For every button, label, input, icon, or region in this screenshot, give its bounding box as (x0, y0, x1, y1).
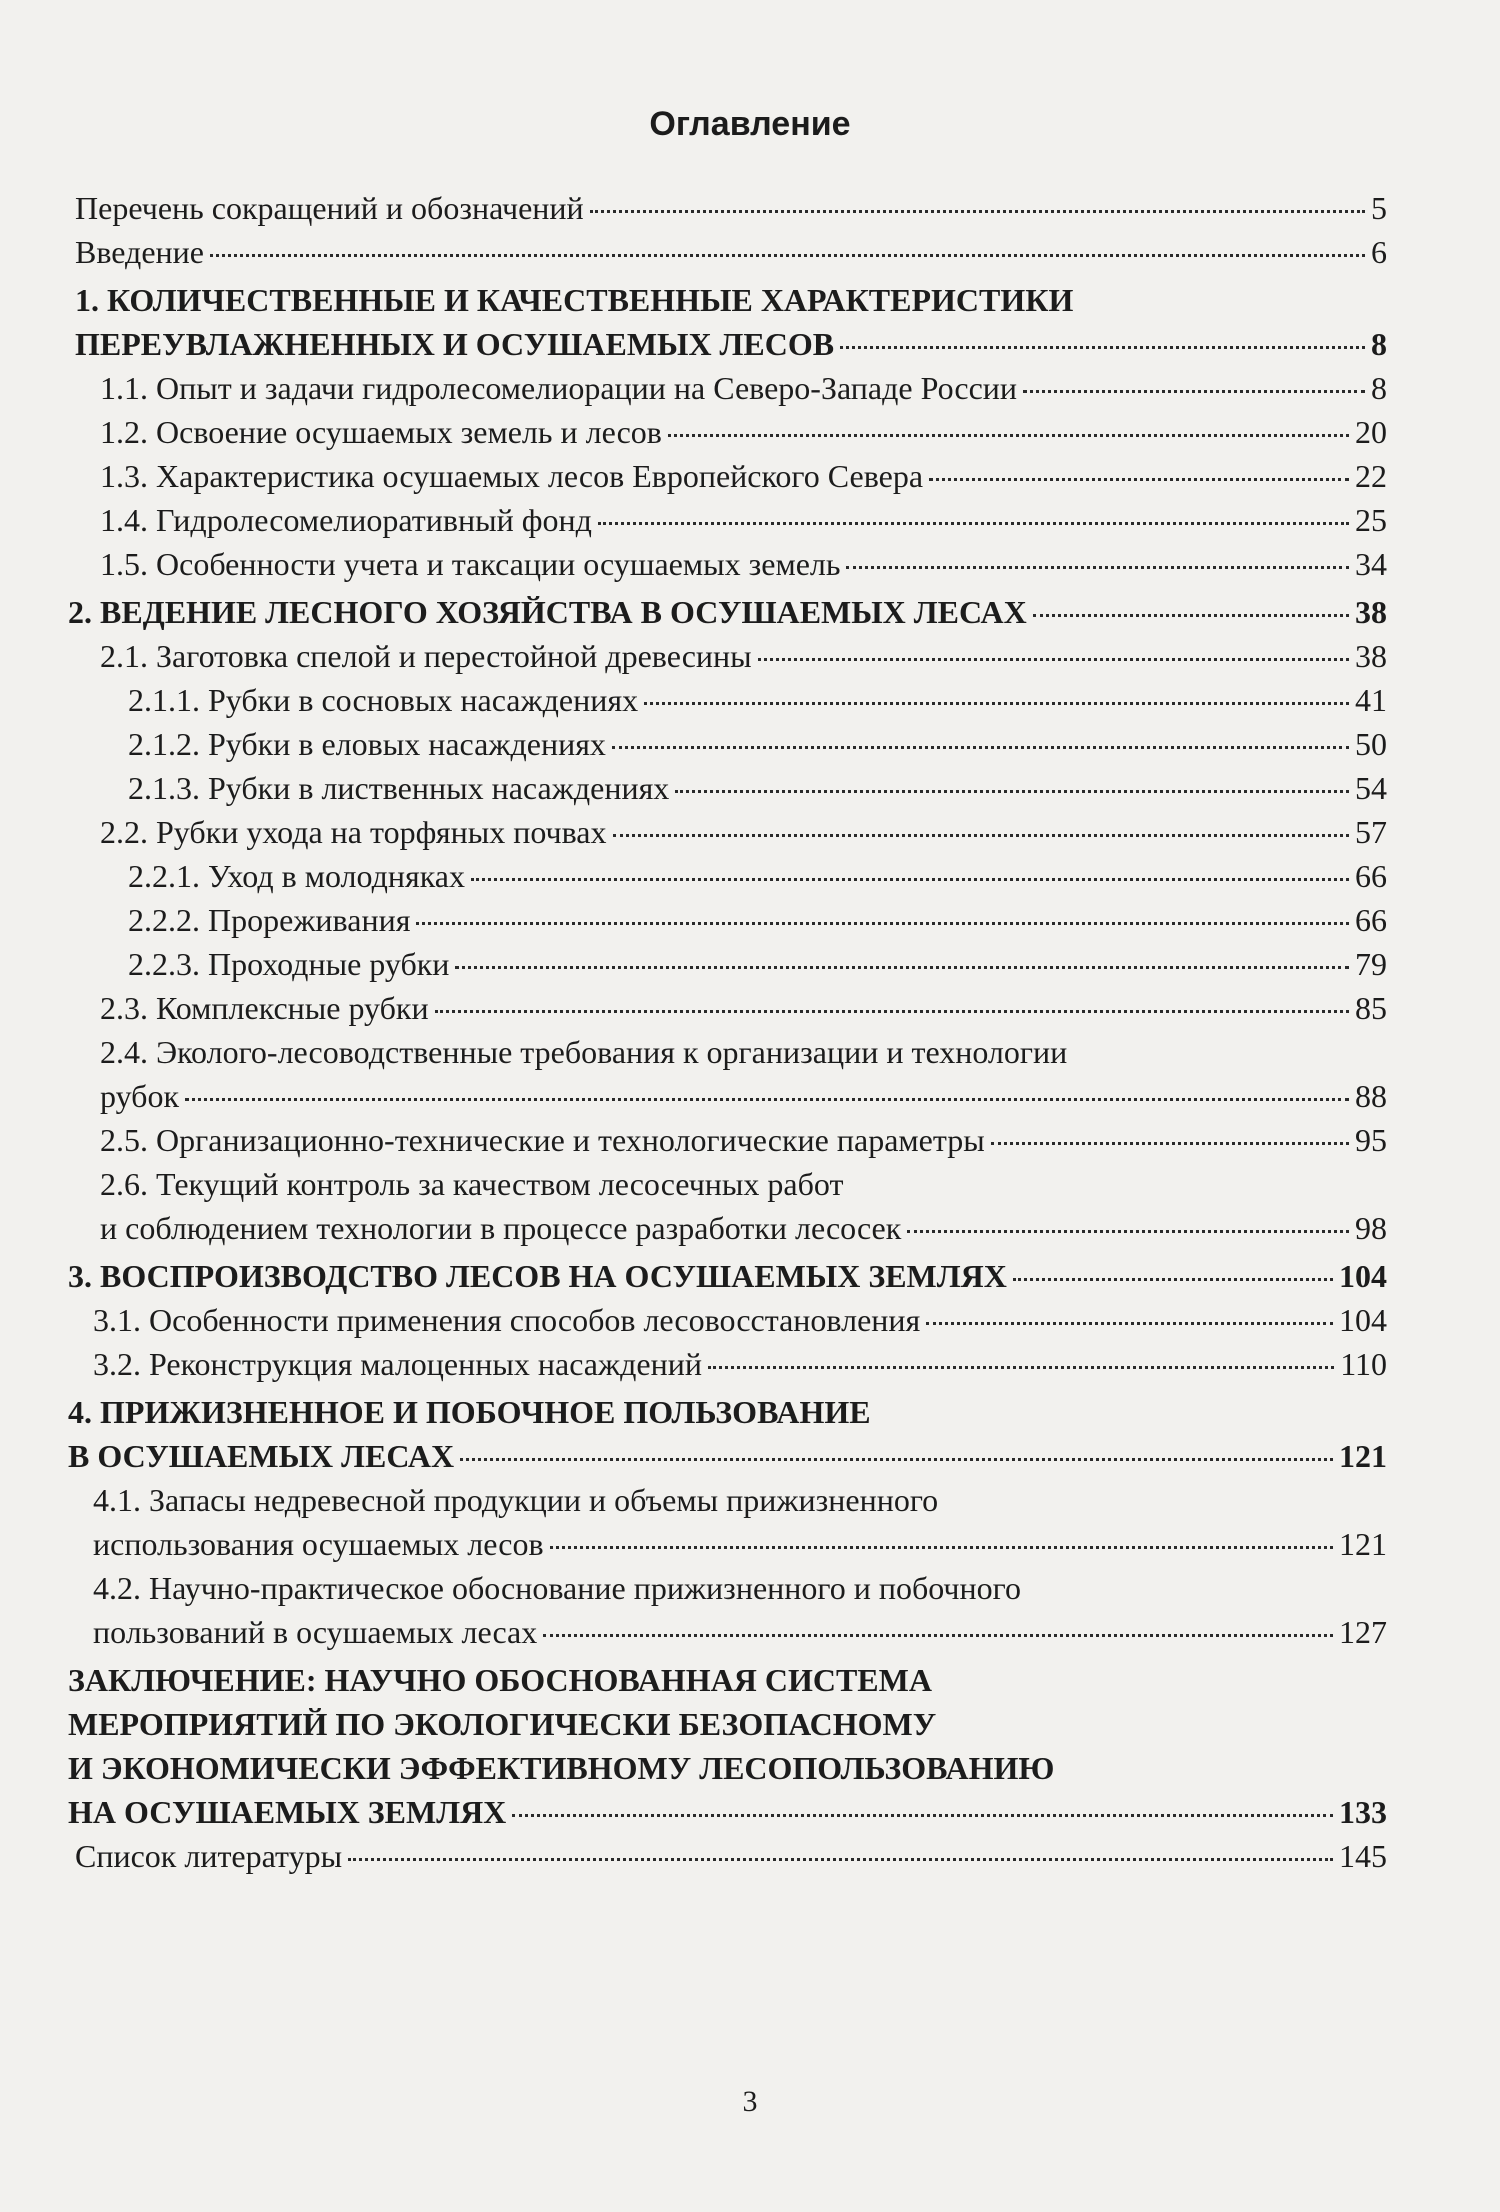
toc-entry-text: рубок (100, 1078, 179, 1114)
toc-entry-text: 2.1.2. Рубки в еловых насаждениях (128, 726, 606, 762)
toc-entry (0, 1478, 1500, 1566)
toc-entry-text: 2.2. Рубки ухода на торфяных почвах (100, 814, 607, 850)
toc-page-number: 57 (1355, 814, 1387, 850)
toc-page-number: 127 (1339, 1614, 1387, 1650)
toc-page-number: 34 (1355, 546, 1387, 582)
toc-entry (0, 230, 1500, 274)
toc-entry (0, 1030, 1500, 1118)
toc-chapter-entry (0, 1390, 1500, 1478)
toc-page-number: 104 (1339, 1258, 1387, 1294)
toc-entry-text: 2.1.1. Рубки в сосновых насаждениях (128, 682, 639, 718)
toc-entry-line (0, 1434, 1500, 1478)
toc-entry-text: И ЭКОНОМИЧЕСКИ ЭФФЕКТИВНОМУ ЛЕСОПОЛЬЗОВАНИЮ (68, 1750, 1055, 1786)
toc-entry (0, 366, 1500, 410)
dot-leader (991, 1142, 1349, 1145)
dot-leader (460, 1458, 1333, 1461)
toc-page-number: 104 (1339, 1302, 1387, 1338)
toc-page-number: 121 (1339, 1438, 1387, 1474)
dot-leader (758, 658, 1349, 661)
dot-leader (455, 966, 1349, 969)
toc-page-number: 5 (1371, 190, 1387, 226)
toc-entry-line (0, 678, 1500, 722)
toc-entry (0, 1834, 1500, 1878)
toc-page-number: 66 (1355, 902, 1387, 938)
toc-entry-text: 2.2.1. Уход в молодняках (128, 858, 465, 894)
toc-entry-line (0, 278, 1500, 322)
toc-entry-line (0, 1118, 1500, 1162)
toc-entry (0, 542, 1500, 586)
toc-entry-text: пользований в осушаемых лесах (93, 1614, 538, 1650)
toc-entry-line (0, 942, 1500, 986)
toc-entry-line (0, 1610, 1500, 1654)
toc-entry (0, 186, 1500, 230)
toc-entry-text: 1.5. Особенности учета и таксации осушаемых земель (100, 546, 841, 582)
dot-leader (550, 1546, 1333, 1549)
dot-leader (416, 922, 1349, 925)
dot-leader (1013, 1278, 1333, 1281)
toc-page-number: 110 (1340, 1346, 1387, 1382)
toc-page-number: 50 (1355, 726, 1387, 762)
dot-leader (543, 1634, 1333, 1637)
toc-entry (0, 722, 1500, 766)
toc-entry-text: 2.4. Эколого-лесоводственные требования к организации и технологии (100, 1034, 1068, 1070)
toc-page-number: 8 (1371, 326, 1387, 362)
toc-entry (0, 766, 1500, 810)
table-of-contents (0, 186, 1500, 1878)
toc-entry-text: 4.1. Запасы недревесной продукции и объемы прижизненного (93, 1482, 939, 1518)
toc-entry-line (0, 1658, 1500, 1702)
dot-leader (435, 1010, 1349, 1013)
toc-entry-line (0, 230, 1500, 274)
toc-entry-text: 2.2.3. Проходные рубки (128, 946, 450, 982)
toc-entry-line (0, 1702, 1500, 1746)
toc-entry-line (0, 1834, 1500, 1878)
toc-entry-line (0, 1074, 1500, 1118)
toc-entry (0, 1118, 1500, 1162)
toc-entry-line (0, 366, 1500, 410)
toc-entry-text: 2.5. Организационно-технические и технологические параметры (100, 1122, 985, 1158)
dot-leader (590, 210, 1365, 213)
toc-entry-line (0, 722, 1500, 766)
toc-entry-line (0, 1390, 1500, 1434)
page-number: 3 (742, 2085, 758, 2118)
toc-entry-line (0, 1162, 1500, 1206)
toc-entry-text: 3.1. Особенности применения способов лесовосстановления (93, 1302, 921, 1338)
toc-entry-text: 2.2.2. Прореживания (128, 902, 411, 938)
toc-entry-text: 1.2. Освоение осушаемых земель и лесов (100, 414, 662, 450)
toc-entry-text: В ОСУШАЕМЫХ ЛЕСАХ (68, 1438, 455, 1474)
toc-chapter-entry (0, 278, 1500, 366)
toc-page-number: 41 (1355, 682, 1387, 718)
toc-entry (0, 1342, 1500, 1386)
toc-page-number: 95 (1355, 1122, 1387, 1158)
toc-entry (0, 410, 1500, 454)
dot-leader (644, 702, 1349, 705)
toc-entry-text: 2.6. Текущий контроль за качеством лесосечных работ (100, 1166, 844, 1202)
dot-leader (512, 1814, 1333, 1817)
toc-entry-text: 2. ВЕДЕНИЕ ЛЕСНОГО ХОЗЯЙСТВА В ОСУШАЕМЫХ ЛЕСАХ (68, 594, 1027, 630)
dot-leader (675, 790, 1349, 793)
dot-leader (907, 1230, 1349, 1233)
toc-entry (0, 678, 1500, 722)
dot-leader (210, 254, 1365, 257)
toc-entry-line (0, 1030, 1500, 1074)
toc-entry-text: 3.2. Реконструкция малоценных насаждений (93, 1346, 702, 1382)
dot-leader (668, 434, 1349, 437)
toc-entry (0, 634, 1500, 678)
dot-leader (846, 566, 1349, 569)
toc-entry-text: 1. КОЛИЧЕСТВЕННЫЕ И КАЧЕСТВЕННЫЕ ХАРАКТЕРИСТИКИ (75, 282, 1074, 318)
toc-page-number: 8 (1371, 370, 1387, 406)
toc-entry-text: 2.1. Заготовка спелой и перестойной древесины (100, 638, 752, 674)
toc-chapter-entry (0, 1658, 1500, 1834)
dot-leader (708, 1366, 1334, 1369)
toc-entry (0, 1298, 1500, 1342)
toc-entry-text: использования осушаемых лесов (93, 1526, 544, 1562)
dot-leader (612, 746, 1349, 749)
toc-page-number: 88 (1355, 1078, 1387, 1114)
toc-page-number: 38 (1355, 594, 1387, 630)
toc-entry-text: 2.1.3. Рубки в лиственных насаждениях (128, 770, 670, 806)
dot-leader (840, 346, 1365, 349)
toc-entry-line (0, 1478, 1500, 1522)
toc-entry-line (0, 1298, 1500, 1342)
toc-entry-line (0, 1566, 1500, 1610)
toc-entry-line (0, 498, 1500, 542)
toc-entry-text: НА ОСУШАЕМЫХ ЗЕМЛЯХ (68, 1794, 507, 1830)
toc-page-number: 38 (1355, 638, 1387, 674)
toc-entry-line (0, 986, 1500, 1030)
toc-entry (0, 898, 1500, 942)
toc-page-number: 22 (1355, 458, 1387, 494)
toc-entry-line (0, 1342, 1500, 1386)
toc-entry-text: 1.1. Опыт и задачи гидролесомелиорации на Северо-Западе России (100, 370, 1018, 406)
toc-entry-line (0, 898, 1500, 942)
toc-entry-text: 1.4. Гидролесомелиоративный фонд (100, 502, 592, 538)
toc-entry-text: Список литературы (75, 1838, 343, 1874)
toc-entry (0, 810, 1500, 854)
toc-entry-line (0, 1206, 1500, 1250)
toc-entry-text: 4. ПРИЖИЗНЕННОЕ И ПОБОЧНОЕ ПОЛЬЗОВАНИЕ (68, 1394, 871, 1430)
toc-entry-line (0, 1746, 1500, 1790)
toc-page-number: 145 (1339, 1838, 1387, 1874)
toc-page-number: 121 (1339, 1526, 1387, 1562)
toc-entry-line (0, 1790, 1500, 1834)
toc-page-number: 6 (1371, 234, 1387, 270)
toc-entry-text: 3. ВОСПРОИЗВОДСТВО ЛЕСОВ НА ОСУШАЕМЫХ ЗЕМЛЯХ (68, 1258, 1007, 1294)
toc-entry-line (0, 322, 1500, 366)
toc-entry-text: 1.3. Характеристика осушаемых лесов Европейского Севера (100, 458, 924, 494)
dot-leader (613, 834, 1350, 837)
toc-entry-line (0, 810, 1500, 854)
toc-entry-text: 2.3. Комплексные рубки (100, 990, 429, 1026)
toc-page-number: 79 (1355, 946, 1387, 982)
dot-leader (926, 1322, 1333, 1325)
toc-entry-line (0, 854, 1500, 898)
dot-leader (348, 1858, 1333, 1861)
toc-page-number: 20 (1355, 414, 1387, 450)
toc-entry-text: ЗАКЛЮЧЕНИЕ: НАУЧНО ОБОСНОВАННАЯ СИСТЕМА (68, 1662, 932, 1698)
toc-chapter-entry (0, 590, 1500, 634)
toc-entry (0, 498, 1500, 542)
toc-entry-text: и соблюдением технологии в процессе разработки лесосек (100, 1210, 902, 1246)
toc-entry-line (0, 1522, 1500, 1566)
toc-entry-text: ПЕРЕУВЛАЖНЕННЫХ И ОСУШАЕМЫХ ЛЕСОВ (75, 326, 835, 362)
toc-page-number: 54 (1355, 770, 1387, 806)
dot-leader (598, 522, 1349, 525)
dot-leader (1023, 390, 1365, 393)
toc-entry-line (0, 1254, 1500, 1298)
dot-leader (471, 878, 1349, 881)
toc-page-number: 25 (1355, 502, 1387, 538)
toc-entry-line (0, 186, 1500, 230)
toc-entry-text: Перечень сокращений и обозначений (75, 190, 584, 226)
toc-entry-line (0, 454, 1500, 498)
toc-entry (0, 1566, 1500, 1654)
toc-page-number: 85 (1355, 990, 1387, 1026)
toc-entry (0, 942, 1500, 986)
toc-entry-text: Введение (75, 234, 204, 270)
toc-entry (0, 1162, 1500, 1250)
toc-entry-line (0, 766, 1500, 810)
toc-page-number: 98 (1355, 1210, 1387, 1246)
toc-page-number: 133 (1339, 1794, 1387, 1830)
toc-entry (0, 454, 1500, 498)
toc-chapter-entry (0, 1254, 1500, 1298)
toc-entry (0, 854, 1500, 898)
dot-leader (929, 478, 1349, 481)
dot-leader (185, 1098, 1349, 1101)
toc-entry (0, 986, 1500, 1030)
toc-entry-text: 4.2. Научно-практическое обоснование прижизненного и побочного (93, 1570, 1021, 1606)
toc-page-number: 66 (1355, 858, 1387, 894)
toc-title: Оглавление (649, 105, 851, 143)
dot-leader (1033, 614, 1349, 617)
toc-entry-line (0, 542, 1500, 586)
toc-entry-line (0, 590, 1500, 634)
toc-entry-text: МЕРОПРИЯТИЙ ПО ЭКОЛОГИЧЕСКИ БЕЗОПАСНОМУ (68, 1706, 937, 1742)
toc-entry-line (0, 634, 1500, 678)
toc-entry-line (0, 410, 1500, 454)
